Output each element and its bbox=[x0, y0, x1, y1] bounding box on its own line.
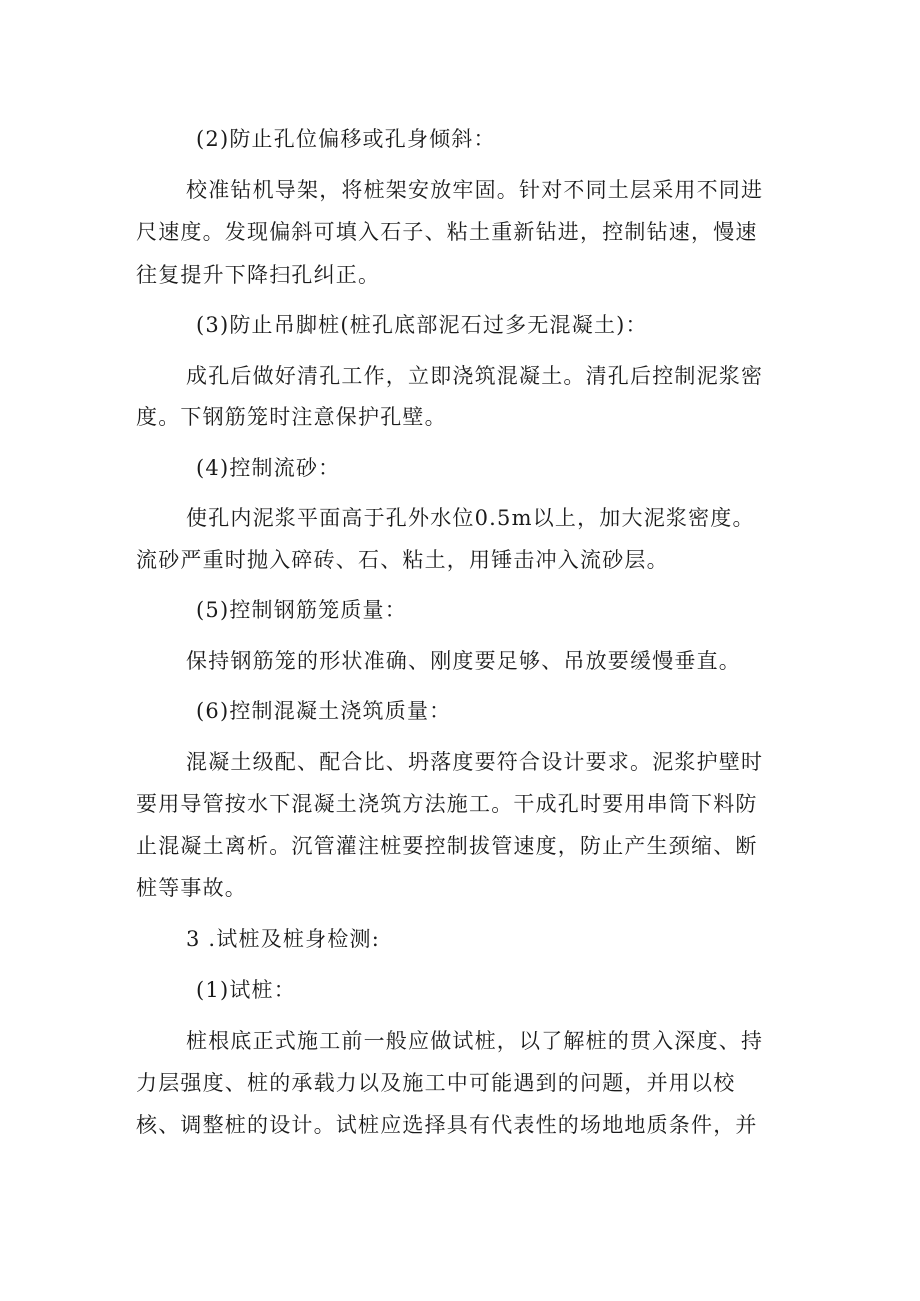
paragraph-line: 度。下钢筋笼时注意保护孔壁。 bbox=[136, 405, 447, 429]
subheading-4: (4)控制流砂： bbox=[196, 456, 341, 480]
paragraph-line: 往复提升下降扫孔纠正。 bbox=[136, 263, 381, 287]
paragraph-line: 校准钻机导架，将桩架安放牢固。针对不同土层采用不同进 bbox=[186, 178, 764, 202]
subheading-3: (3)防止吊脚桩(桩孔底部泥石过多无混凝土)： bbox=[196, 313, 648, 337]
paragraph-line: 核、调整桩的设计。试桩应选择具有代表性的场地地质条件，并 bbox=[136, 1113, 758, 1137]
paragraph-line: 止混凝土离析。沉管灌注桩要控制拔管速度，防止产生颈缩、断 bbox=[136, 834, 758, 858]
paragraph-line: 尺速度。发现偏斜可填入石子、粘土重新钻进，控制钻速，慢速 bbox=[136, 220, 758, 244]
paragraph-line: 桩等事故。 bbox=[136, 876, 247, 900]
paragraph-line: 要用导管按水下混凝土浇筑方法施工。干成孔时要用串筒下料防 bbox=[136, 792, 758, 816]
paragraph-line: 力层强度、桩的承载力以及施工中可能遇到的问题，并用以校 bbox=[136, 1071, 736, 1095]
subheading-5: (5)控制钢筋笼质量： bbox=[196, 598, 407, 622]
paragraph-line: 使孔内泥浆平面高于孔外水位0.5m以上，加大泥浆密度。 bbox=[186, 506, 755, 530]
subheading-6: (6)控制混凝土浇筑质量： bbox=[196, 699, 452, 723]
subheading-1: (1)试桩： bbox=[196, 978, 296, 1002]
paragraph-line: 流砂严重时抛入碎砖、石、粘土，用锤击冲入流砂层。 bbox=[136, 548, 669, 572]
section-heading-3: 3 .试桩及桩身检测: bbox=[186, 927, 380, 951]
paragraph-line: 混凝土级配、配合比、坍落度要符合设计要求。泥浆护壁时 bbox=[186, 750, 764, 774]
paragraph-line: 桩根底正式施工前一般应做试桩，以了解桩的贯入深度、持 bbox=[186, 1029, 764, 1053]
paragraph-line: 保持钢筋笼的形状准确、刚度要足够、吊放要缓慢垂直。 bbox=[186, 649, 741, 673]
subheading-2: (2)防止孔位偏移或孔身倾斜： bbox=[196, 127, 496, 151]
paragraph-line: 成孔后做好清孔工作，立即浇筑混凝土。清孔后控制泥浆密 bbox=[186, 364, 764, 388]
